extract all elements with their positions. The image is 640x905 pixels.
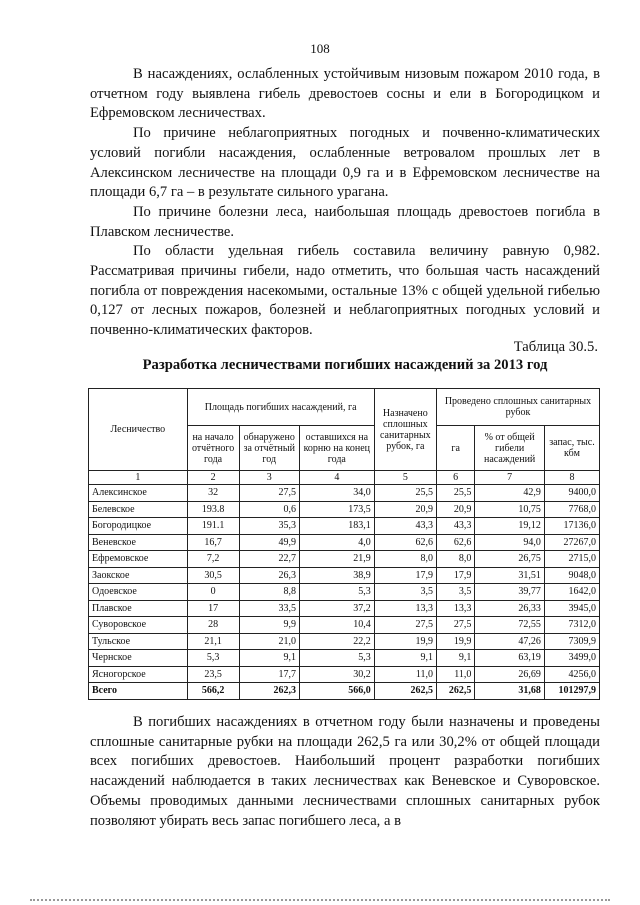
page-number: 108 xyxy=(310,41,330,56)
value-cell: 17,9 xyxy=(374,567,436,584)
value-cell: 23,5 xyxy=(187,666,239,683)
table-row xyxy=(89,666,600,683)
header-done-ha: га xyxy=(436,426,474,471)
value-cell: 566,2 xyxy=(187,683,239,700)
header-area-remaining: оставшихся на корню на конец года xyxy=(299,426,374,471)
value-cell: 191.1 xyxy=(187,518,239,535)
value-cell: 17,9 xyxy=(436,567,474,584)
value-cell: 43,3 xyxy=(436,518,474,535)
value-cell: 5,3 xyxy=(187,650,239,667)
value-cell: 8,8 xyxy=(239,584,299,601)
value-cell: 262,5 xyxy=(436,683,474,700)
value-cell: 4,0 xyxy=(299,534,374,551)
value-cell: 9400,0 xyxy=(544,485,599,502)
table-row xyxy=(89,617,600,634)
value-cell: 43,3 xyxy=(374,518,436,535)
value-cell: 26,33 xyxy=(475,600,545,617)
value-cell: 27267,0 xyxy=(544,534,599,551)
value-cell: 17 xyxy=(187,600,239,617)
table-total-row xyxy=(89,683,600,700)
value-cell: 62,6 xyxy=(374,534,436,551)
value-cell: 25,5 xyxy=(374,485,436,502)
value-cell: 7768,0 xyxy=(544,501,599,518)
value-cell: 19,12 xyxy=(475,518,545,535)
value-cell: 3499,0 xyxy=(544,650,599,667)
value-cell: 19,9 xyxy=(374,633,436,650)
value-cell: 262,3 xyxy=(239,683,299,700)
value-cell: 11,0 xyxy=(436,666,474,683)
value-cell: 7312,0 xyxy=(544,617,599,634)
table-body xyxy=(89,485,600,700)
column-number: 4 xyxy=(299,471,374,485)
table-row xyxy=(89,534,600,551)
value-cell: 62,6 xyxy=(436,534,474,551)
value-cell: 5,3 xyxy=(299,650,374,667)
column-number: 6 xyxy=(436,471,474,485)
value-cell: 21,1 xyxy=(187,633,239,650)
table-caption: Таблица 30.5. xyxy=(513,339,598,355)
value-cell: 26,3 xyxy=(239,567,299,584)
column-number: 7 xyxy=(475,471,545,485)
table-row xyxy=(89,518,600,535)
paragraph: По причине болезни леса, наибольшая площадь древостоев погибла в Плавском лесничестве. xyxy=(90,203,600,240)
value-cell: 0 xyxy=(187,584,239,601)
value-cell: 22,7 xyxy=(239,551,299,568)
column-number: 1 xyxy=(89,471,188,485)
value-cell: 21,9 xyxy=(299,551,374,568)
value-cell: 8,0 xyxy=(436,551,474,568)
value-cell: 5,3 xyxy=(299,584,374,601)
forestry-name-cell: Тульское xyxy=(89,633,188,650)
value-cell: 262,5 xyxy=(374,683,436,700)
value-cell: 33,5 xyxy=(239,600,299,617)
value-cell: 3945,0 xyxy=(544,600,599,617)
value-cell: 183,1 xyxy=(299,518,374,535)
table-row xyxy=(89,551,600,568)
header-area-start: на начало отчётного года xyxy=(187,426,239,471)
table-row xyxy=(89,501,600,518)
value-cell: 19,9 xyxy=(436,633,474,650)
value-cell: 101297,9 xyxy=(544,683,599,700)
value-cell: 30,2 xyxy=(299,666,374,683)
value-cell: 30,5 xyxy=(187,567,239,584)
value-cell: 27,5 xyxy=(374,617,436,634)
header-done-pct: % от общей гибели насаждений xyxy=(475,426,545,471)
value-cell: 17,7 xyxy=(239,666,299,683)
value-cell: 38,9 xyxy=(299,567,374,584)
value-cell: 72,55 xyxy=(475,617,545,634)
value-cell: 27,5 xyxy=(239,485,299,502)
table-row xyxy=(89,567,600,584)
forestry-name-cell: Суворовское xyxy=(89,617,188,634)
column-number: 8 xyxy=(544,471,599,485)
table-row xyxy=(89,600,600,617)
value-cell: 7309,9 xyxy=(544,633,599,650)
paragraph: По области удельная гибель составила величину равную 0,982. Рассматривая причины гибели, надо отметить, что большая часть насаждений погибла от повреждения насекомыми, остальные 13% с общей удельной гибелью 0,127 от лесных пожаров, болезней и неблагоприятных погодных условий и почвенно-климатических факторов. xyxy=(90,243,600,339)
value-cell: 13,3 xyxy=(436,600,474,617)
column-number: 2 xyxy=(187,471,239,485)
forestry-name-cell: Плавское xyxy=(89,600,188,617)
table-row xyxy=(89,633,600,650)
value-cell: 1642,0 xyxy=(544,584,599,601)
column-number: 3 xyxy=(239,471,299,485)
header-assigned: Назначено сплошных санитарных рубок, га xyxy=(374,389,436,471)
value-cell: 193.8 xyxy=(187,501,239,518)
forestry-name-cell: Чернское xyxy=(89,650,188,667)
value-cell: 39,77 xyxy=(475,584,545,601)
value-cell: 9,1 xyxy=(436,650,474,667)
value-cell: 10,4 xyxy=(299,617,374,634)
forestry-name-cell: Ясногорское xyxy=(89,666,188,683)
table-title: Разработка лесничествами погибших насаждений за 2013 год xyxy=(142,357,548,373)
footer-divider xyxy=(30,897,610,901)
value-cell: 21,0 xyxy=(239,633,299,650)
paragraph: По причине неблагоприятных погодных и почвенно-климатических условий погибли насаждения, ослабленные ветровалом прошлых лет в Алексинском лесничестве на площади 0,9 га и в Ефремовском лесничестве на площади 6,7 га – в результате сильного урагана. xyxy=(90,125,600,201)
value-cell: 22,2 xyxy=(299,633,374,650)
value-cell: 49,9 xyxy=(239,534,299,551)
header-area-found: обнаружено за отчётный год xyxy=(239,426,299,471)
header-done-group: Проведено сплошных санитарных рубок xyxy=(436,389,599,426)
value-cell: 20,9 xyxy=(436,501,474,518)
table-row xyxy=(89,584,600,601)
forestry-name-cell: Веневское xyxy=(89,534,188,551)
header-done-stock: запас, тыс. кбм xyxy=(544,426,599,471)
value-cell: 9,9 xyxy=(239,617,299,634)
value-cell: 42,9 xyxy=(475,485,545,502)
value-cell: 13,3 xyxy=(374,600,436,617)
value-cell: 31,68 xyxy=(475,683,545,700)
column-number: 5 xyxy=(374,471,436,485)
table-row xyxy=(89,485,600,502)
value-cell: 8,0 xyxy=(374,551,436,568)
forestry-name-cell: Одоевское xyxy=(89,584,188,601)
value-cell: 20,9 xyxy=(374,501,436,518)
value-cell: 2715,0 xyxy=(544,551,599,568)
value-cell: 7,2 xyxy=(187,551,239,568)
value-cell: 63,19 xyxy=(475,650,545,667)
value-cell: 16,7 xyxy=(187,534,239,551)
value-cell: 3,5 xyxy=(374,584,436,601)
value-cell: 35,3 xyxy=(239,518,299,535)
value-cell: 17136,0 xyxy=(544,518,599,535)
value-cell: 47,26 xyxy=(475,633,545,650)
value-cell: 9048,0 xyxy=(544,567,599,584)
data-table xyxy=(88,388,600,700)
paragraph: В насаждениях, ослабленных устойчивым низовым пожаром 2010 года, в отчетном году выявлена гибель древостоев сосны и ели в Богородицком и Ефремовском лесничествах. xyxy=(90,66,600,122)
header-forestry: Лесничество xyxy=(89,389,188,471)
paragraph: В погибших насаждениях в отчетном году были назначены и проведены сплошные санитарные рубки на площади 262,5 га или 30,2% от общей площади всех погибших древостоев. Наибольший процент разработки погибших насаждений наблюдается в таких лесничествах как Веневское и Суворовское. Объемы проводимых данными лесничествами сплошных санитарных рубок позволяют убирать весь запас погибшего леса, а в xyxy=(90,714,600,829)
header-area-group: Площадь погибших насаждений, га xyxy=(187,389,374,426)
forestry-name-cell: Белевское xyxy=(89,501,188,518)
value-cell: 26,69 xyxy=(475,666,545,683)
value-cell: 32 xyxy=(187,485,239,502)
closing-text xyxy=(90,713,600,831)
forestry-name-cell: Богородицкое xyxy=(89,518,188,535)
value-cell: 31,51 xyxy=(475,567,545,584)
value-cell: 94,0 xyxy=(475,534,545,551)
forestry-name-cell: Ефремовское xyxy=(89,551,188,568)
value-cell: 173,5 xyxy=(299,501,374,518)
value-cell: 10,75 xyxy=(475,501,545,518)
value-cell: 9,1 xyxy=(239,650,299,667)
intro-text xyxy=(90,65,600,341)
forestry-name-cell: Алексинское xyxy=(89,485,188,502)
value-cell: 11,0 xyxy=(374,666,436,683)
value-cell: 0,6 xyxy=(239,501,299,518)
value-cell: 37,2 xyxy=(299,600,374,617)
value-cell: 25,5 xyxy=(436,485,474,502)
value-cell: 34,0 xyxy=(299,485,374,502)
forestry-name-cell: Всего xyxy=(89,683,188,700)
value-cell: 566,0 xyxy=(299,683,374,700)
value-cell: 9,1 xyxy=(374,650,436,667)
value-cell: 27,5 xyxy=(436,617,474,634)
value-cell: 3,5 xyxy=(436,584,474,601)
table-row xyxy=(89,650,600,667)
value-cell: 26,75 xyxy=(475,551,545,568)
forestry-name-cell: Заокское xyxy=(89,567,188,584)
value-cell: 4256,0 xyxy=(544,666,599,683)
value-cell: 28 xyxy=(187,617,239,634)
